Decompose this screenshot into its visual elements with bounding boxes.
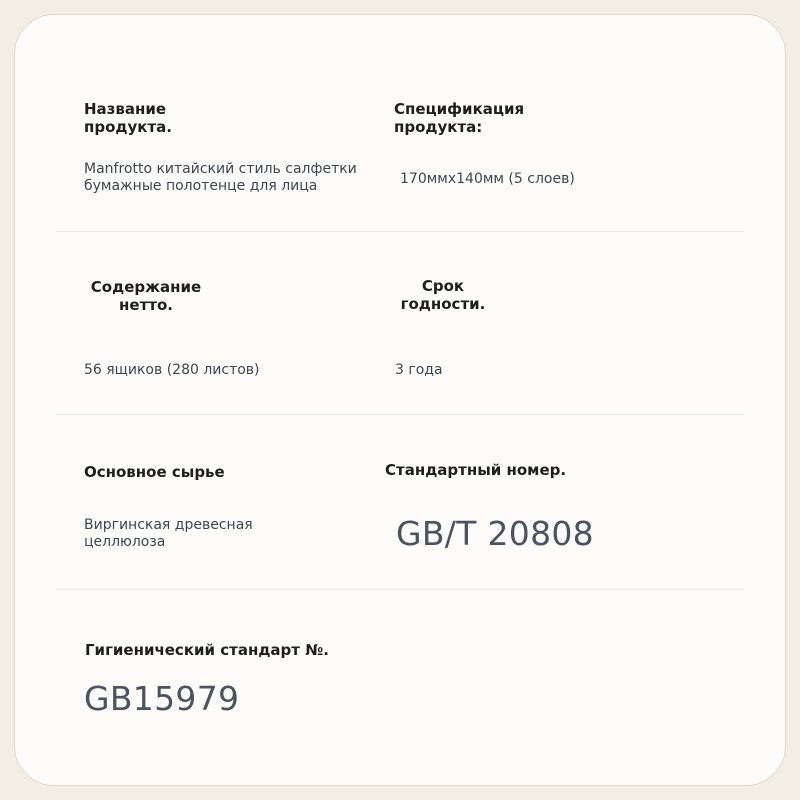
raw-material-value: Виргинская древесная целлюлоза (84, 517, 253, 550)
shelf-life-label: Срок годности. (400, 277, 486, 313)
row-divider (56, 414, 744, 415)
net-content-label: Содержание нетто. (90, 278, 202, 314)
standard-number-value: GB/T 20808 (396, 514, 594, 553)
standard-number-label: Стандартный номер. (385, 461, 567, 479)
product-spec-value: 170ммx140мм (5 слоев) (400, 171, 575, 187)
hygiene-standard-label: Гигиенический стандарт №. (85, 641, 329, 659)
product-spec-label: Спецификация продукта: (394, 100, 525, 136)
raw-material-label: Основное сырье (84, 463, 225, 481)
row-divider (56, 589, 744, 590)
product-name-value: Manfrotto китайский стиль салфетки бумажные полотенце для лица (84, 161, 357, 194)
net-content-value: 56 ящиков (280 листов) (84, 362, 260, 378)
shelf-life-value: 3 года (395, 362, 443, 378)
hygiene-standard-value: GB15979 (84, 679, 240, 718)
row-divider (56, 231, 744, 232)
product-name-label: Название продукта. (84, 100, 172, 136)
